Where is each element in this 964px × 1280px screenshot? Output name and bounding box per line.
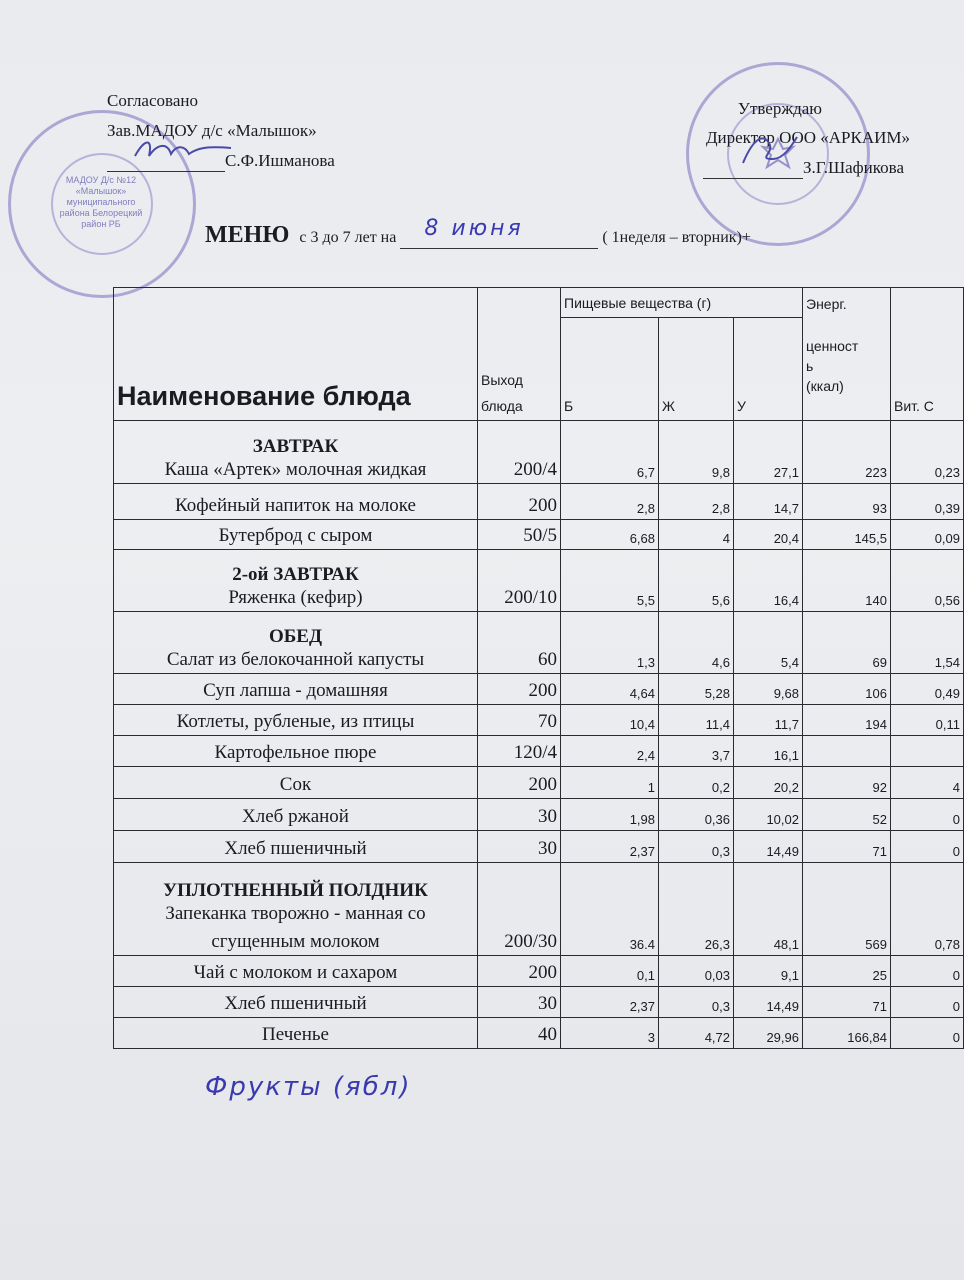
table-row [114, 1018, 964, 1049]
energy-cell: 52 [803, 799, 891, 831]
protein-cell: 6,7 [561, 421, 659, 484]
fat-cell: 11,4 [659, 705, 734, 736]
dish-cell [114, 612, 478, 674]
energy-cell: 69 [803, 612, 891, 674]
fat-cell: 2,8 [659, 484, 734, 520]
menu-title-label: МЕНЮ [205, 222, 290, 248]
dish-name: Сок [279, 774, 312, 795]
protein-cell: 2,4 [561, 736, 659, 767]
energy-cell: 140 [803, 550, 891, 612]
dish-name: Хлеб пшеничный [224, 838, 367, 859]
carbs-cell: 29,96 [734, 1018, 803, 1049]
menu-date-handwritten: 8 июня [424, 216, 524, 241]
carbs-cell: 10,02 [734, 799, 803, 831]
fat-cell: 9,8 [659, 421, 734, 484]
dish-name: Суп лапша - домашняя [203, 680, 388, 701]
table-row [114, 550, 964, 612]
fat-cell: 0,36 [659, 799, 734, 831]
fat-cell: 5,28 [659, 674, 734, 705]
energy-cell: 194 [803, 705, 891, 736]
dish-cell [114, 674, 478, 705]
table-row [114, 674, 964, 705]
carbs-cell: 20,4 [734, 520, 803, 550]
table-row [114, 484, 964, 520]
output-cell: 200 [478, 674, 561, 705]
table-row [114, 705, 964, 736]
protein-cell: 1,3 [561, 612, 659, 674]
protein-cell: 4,64 [561, 674, 659, 705]
vitamin-c-cell: 0 [891, 987, 964, 1018]
dish-cell [114, 956, 478, 987]
vitamin-c-cell: 0 [891, 831, 964, 863]
vitamin-c-cell: 0,56 [891, 550, 964, 612]
fat-cell: 4,6 [659, 612, 734, 674]
header-fat: Ж [659, 318, 734, 421]
approval-left-title: Согласовано [107, 91, 198, 110]
vitamin-c-cell: 0 [891, 956, 964, 987]
menu-date-field [400, 216, 598, 249]
energy-cell: 223 [803, 421, 891, 484]
output-cell: 30 [478, 799, 561, 831]
dish-cell [114, 767, 478, 799]
approval-right [655, 98, 910, 179]
fat-cell: 0,2 [659, 767, 734, 799]
carbs-cell: 16,4 [734, 550, 803, 612]
dish-cell [114, 863, 478, 956]
protein-cell: 5,5 [561, 550, 659, 612]
dish-cell [114, 799, 478, 831]
output-cell: 200/30 [478, 863, 561, 956]
fat-cell: 26,3 [659, 863, 734, 956]
dish-cell [114, 520, 478, 550]
approval-right-title: Утверждаю [737, 99, 822, 118]
carbs-cell: 20,2 [734, 767, 803, 799]
carbs-cell: 16,1 [734, 736, 803, 767]
vitamin-c-cell: 0,09 [891, 520, 964, 550]
dish-name: Салат из белокочанной капусты [166, 649, 425, 670]
vitamin-c-cell: 0,23 [891, 421, 964, 484]
dish-name-line2: сгущенным молоком [211, 931, 380, 952]
table-row [114, 736, 964, 767]
dish-cell [114, 484, 478, 520]
dish-name: Запеканка творожно - манная со [165, 903, 426, 924]
table-row [114, 520, 964, 550]
table-row [114, 863, 964, 956]
table-row [114, 767, 964, 799]
header-dish-name: Наименование блюда [114, 288, 478, 421]
fat-cell: 4 [659, 520, 734, 550]
dish-cell [114, 831, 478, 863]
dish-name: Чай с молоком и сахаром [193, 962, 398, 983]
fat-cell: 5,6 [659, 550, 734, 612]
dish-name: Ряженка (кефир) [228, 587, 363, 608]
output-cell: 50/5 [478, 520, 561, 550]
energy-cell: 25 [803, 956, 891, 987]
menu-week-day: ( 1неделя – вторник)+ [602, 229, 751, 246]
menu-age-range: с 3 до 7 лет на [299, 229, 397, 246]
carbs-cell: 48,1 [734, 863, 803, 956]
signature-icon [127, 134, 237, 168]
energy-cell: 92 [803, 767, 891, 799]
vitamin-c-cell: 0 [891, 1018, 964, 1049]
vitamin-c-cell: 0,11 [891, 705, 964, 736]
protein-cell: 36.4 [561, 863, 659, 956]
protein-cell: 10,4 [561, 705, 659, 736]
protein-cell: 2,37 [561, 987, 659, 1018]
protein-cell: 3 [561, 1018, 659, 1049]
dish-name: Печенье [262, 1024, 329, 1045]
dish-cell [114, 421, 478, 484]
output-cell: 40 [478, 1018, 561, 1049]
left-stamp-text: МАДОУ Д/с №12 «Малышок» муниципального района Белорецкий район РБ [59, 175, 143, 229]
fat-cell: 0,3 [659, 831, 734, 863]
signature-right-icon [733, 129, 803, 169]
protein-cell: 2,37 [561, 831, 659, 863]
dish-name: Картофельное пюре [214, 742, 377, 763]
section-title: ЗАВТРАК [252, 436, 339, 457]
dish-cell [114, 736, 478, 767]
approval-right-name: З.Г.Шафикова [803, 158, 904, 177]
energy-cell [803, 736, 891, 767]
dish-cell [114, 705, 478, 736]
approval-right-position: Директор ООО «АРКАИМ» [705, 128, 910, 147]
carbs-cell: 9,1 [734, 956, 803, 987]
menu-title [205, 216, 925, 249]
protein-cell: 2,8 [561, 484, 659, 520]
energy-cell: 71 [803, 987, 891, 1018]
carbs-cell: 14,7 [734, 484, 803, 520]
section-title: ОБЕД [268, 626, 323, 647]
energy-cell: 569 [803, 863, 891, 956]
vitamin-c-cell: 0 [891, 799, 964, 831]
approval-left-position: Зав.МАДОУ д/с «Малышок» [107, 121, 317, 140]
header-protein: Б [561, 318, 659, 421]
header-output: Выход блюда [478, 288, 561, 421]
vitamin-c-cell: 0,49 [891, 674, 964, 705]
vitamin-c-cell: 0,78 [891, 863, 964, 956]
section-title: 2-ой ЗАВТРАК [232, 564, 359, 585]
carbs-cell: 5,4 [734, 612, 803, 674]
table-row [114, 612, 964, 674]
handwritten-note: Фрукты (ябл) [205, 1072, 412, 1102]
dish-cell [114, 1018, 478, 1049]
approval-left-name: С.Ф.Ишманова [225, 151, 335, 170]
energy-cell: 166,84 [803, 1018, 891, 1049]
output-cell: 70 [478, 705, 561, 736]
fat-cell: 0,03 [659, 956, 734, 987]
header-nutrients: Пищевые вещества (г) [561, 288, 803, 318]
energy-cell: 106 [803, 674, 891, 705]
protein-cell: 1,98 [561, 799, 659, 831]
output-cell: 200 [478, 956, 561, 987]
dish-cell [114, 550, 478, 612]
header-energy: Энерг. ценност ь (ккал) [803, 288, 891, 421]
vitamin-c-cell: 1,54 [891, 612, 964, 674]
fat-cell: 4,72 [659, 1018, 734, 1049]
output-cell: 30 [478, 987, 561, 1018]
menu-table [113, 287, 964, 1049]
output-cell: 30 [478, 831, 561, 863]
signature-line-right [703, 157, 803, 179]
fat-cell: 3,7 [659, 736, 734, 767]
carbs-cell: 27,1 [734, 421, 803, 484]
dish-name: Хлеб ржаной [242, 806, 349, 827]
vitamin-c-cell [891, 736, 964, 767]
protein-cell: 6,68 [561, 520, 659, 550]
dish-name: Бутерброд с сыром [218, 525, 373, 546]
carbs-cell: 14,49 [734, 987, 803, 1018]
dish-name: Хлеб пшеничный [224, 993, 367, 1014]
protein-cell: 1 [561, 767, 659, 799]
table-row [114, 956, 964, 987]
output-cell: 60 [478, 612, 561, 674]
carbs-cell: 14,49 [734, 831, 803, 863]
vitamin-c-cell: 4 [891, 767, 964, 799]
header-vitamin-c: Вит. С [891, 288, 964, 421]
dish-name: Котлеты, рубленые, из птицы [176, 711, 415, 732]
output-cell: 200/10 [478, 550, 561, 612]
section-title: УПЛОТНЕННЫЙ ПОЛДНИК [163, 880, 428, 901]
approval-left [107, 90, 335, 172]
energy-cell: 93 [803, 484, 891, 520]
table-row [114, 421, 964, 484]
dish-name: Каша «Артек» молочная жидкая [164, 459, 427, 480]
dish-cell [114, 987, 478, 1018]
table-row [114, 799, 964, 831]
table-row [114, 831, 964, 863]
vitamin-c-cell: 0,39 [891, 484, 964, 520]
output-cell: 200 [478, 484, 561, 520]
energy-cell: 145,5 [803, 520, 891, 550]
carbs-cell: 9,68 [734, 674, 803, 705]
signature-line [107, 150, 225, 172]
output-cell: 200/4 [478, 421, 561, 484]
fat-cell: 0,3 [659, 987, 734, 1018]
table-row [114, 987, 964, 1018]
carbs-cell: 11,7 [734, 705, 803, 736]
energy-cell: 71 [803, 831, 891, 863]
output-cell: 200 [478, 767, 561, 799]
header-carbs: У [734, 318, 803, 421]
dish-name: Кофейный напиток на молоке [174, 495, 416, 516]
protein-cell: 0,1 [561, 956, 659, 987]
output-cell: 120/4 [478, 736, 561, 767]
